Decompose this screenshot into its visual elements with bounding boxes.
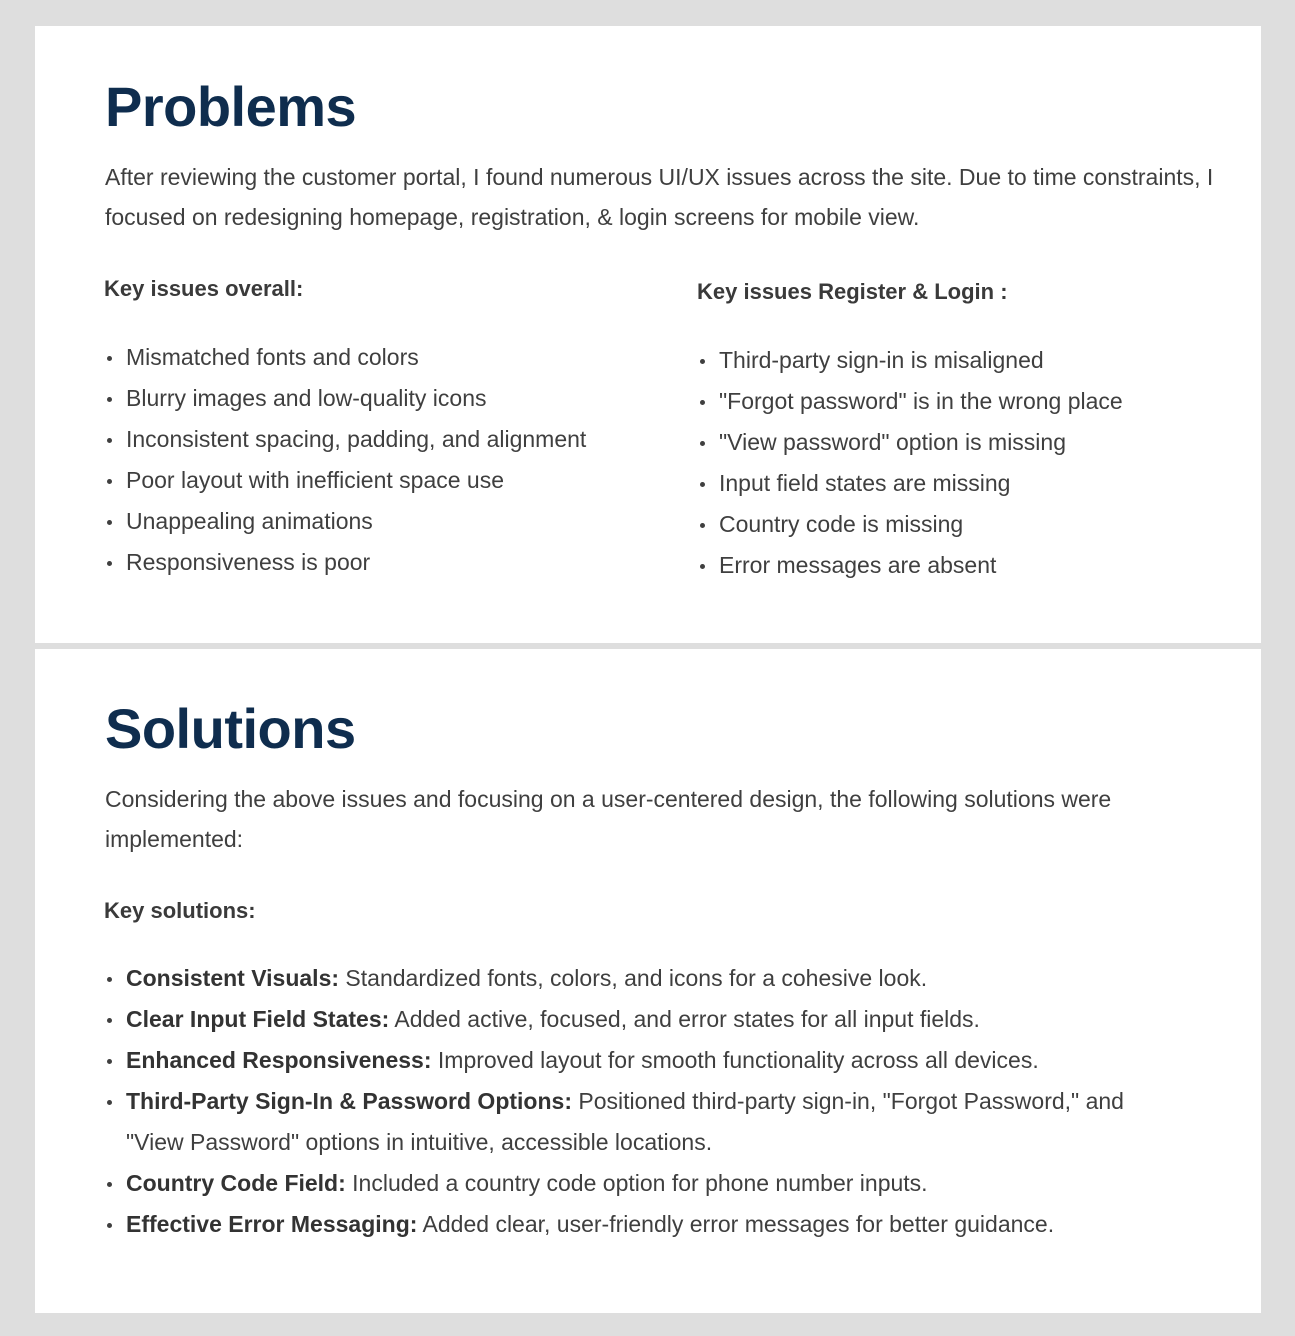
list-item: Input field states are missing [698,463,1123,504]
list-item: "View password" option is missing [698,422,1123,463]
solution-label: Third-Party Sign-In & Password Options: [126,1088,572,1114]
solution-label: Clear Input Field States: [126,1006,390,1032]
list-item [105,1163,1185,1204]
solution-label: Country Code Field: [126,1170,346,1196]
solution-label: Enhanced Responsiveness: [126,1047,432,1073]
solution-text: Included a country code option for phone number inputs. [345,1170,928,1196]
solutions-title: Solutions [105,697,356,760]
solution-text: Positioned third-party sign-in, "Forgot Password," and "View Password" options in intuitive, accessible locations. [126,1088,1124,1155]
solution-text: Added clear, user-friendly error messages for better guidance. [417,1211,1055,1237]
list-item: Inconsistent spacing, padding, and alignment [105,419,586,460]
list-item [105,1040,1185,1081]
problems-intro: After reviewing the customer portal, I found numerous UI/UX issues across the site. Due to time constraints, I focused on redesigning homepage, registration, & login screens for mobile view. [105,164,1214,230]
list-item: "Forgot password" is in the wrong place [698,381,1123,422]
list-item [105,958,1185,999]
list-item [105,999,1185,1040]
problems-card [35,26,1261,643]
key-issues-overall-heading: Key issues overall: [104,276,304,301]
list-item: Third-party sign-in is misaligned [698,340,1123,381]
list-item [105,1081,1185,1163]
solution-text: Standardized fonts, colors, and icons for a cohesive look. [339,965,928,991]
solution-label: Effective Error Messaging: [126,1211,418,1237]
key-solutions-heading: Key solutions: [104,898,256,923]
key-issues-overall-list [105,337,586,583]
list-item: Mismatched fonts and colors [105,337,586,378]
solutions-card [35,649,1261,1313]
list-item: Responsiveness is poor [105,542,586,583]
list-item: Country code is missing [698,504,1123,545]
key-issues-register-login-heading: Key issues Register & Login : [697,279,1008,304]
list-item: Unappealing animations [105,501,586,542]
solution-label: Consistent Visuals: [126,965,340,991]
list-item [105,1204,1185,1245]
solution-text: Added active, focused, and error states for all input fields. [389,1006,980,1032]
key-solutions-list [105,958,1185,1245]
key-issues-register-login-list [698,340,1123,586]
solutions-intro: Considering the above issues and focusing on a user-centered design, the following solutions were implemented: [105,786,1112,852]
list-item: Error messages are absent [698,545,1123,586]
problems-title: Problems [105,75,357,138]
list-item: Poor layout with inefficient space use [105,460,586,501]
solution-text: Improved layout for smooth functionality across all devices. [431,1047,1039,1073]
list-item: Blurry images and low-quality icons [105,378,586,419]
